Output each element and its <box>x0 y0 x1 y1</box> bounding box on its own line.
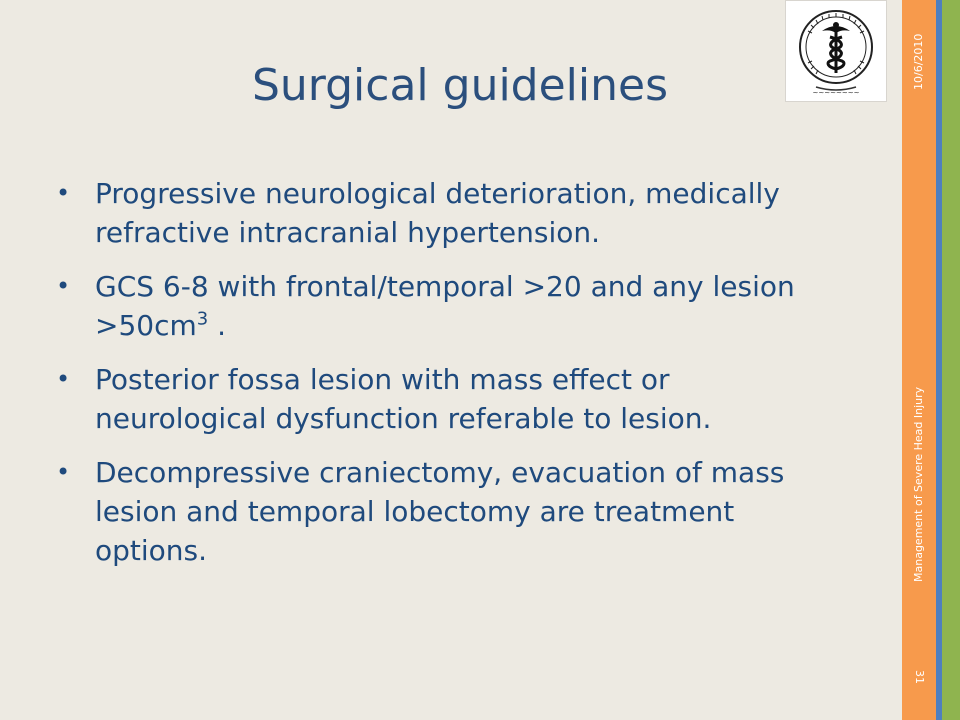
sidebar-stripe-orange <box>902 0 936 720</box>
bullet-text: Progressive neurological deterioration, medically refractive intracranial hypertension. <box>95 177 780 249</box>
list-item <box>56 453 836 570</box>
sidebar-stripe-green <box>942 0 960 720</box>
bullet-dot: • <box>56 272 71 300</box>
superscript: 3 <box>196 308 209 330</box>
slide-footer: Management of Severe Head Injury <box>912 386 925 582</box>
svg-text:~~~~~~~~: ~~~~~~~~ <box>812 89 860 97</box>
slide-title: Surgical guidelines <box>251 60 669 111</box>
bullet-text: GCS 6-8 with frontal/temporal >20 and any lesion >50cm <box>95 270 795 342</box>
bullet-dot: • <box>56 179 71 207</box>
list-item <box>56 267 836 345</box>
bullet-list <box>56 174 836 585</box>
list-item <box>56 174 836 252</box>
list-item <box>56 360 836 438</box>
bullet-text: Decompressive craniectomy, evacuation of mass lesion and temporal lobectomy are treatment options. <box>95 456 785 567</box>
bullet-text: Posterior fossa lesion with mass effect or neurological dysfunction referable to lesion. <box>95 363 712 435</box>
bullet-dot: • <box>56 365 71 393</box>
page-number: 31 <box>913 670 926 684</box>
bullet-dot: • <box>56 458 71 486</box>
caduceus-seal-icon <box>786 1 886 101</box>
bullet-text-suffix: . <box>208 309 227 342</box>
slide-date: 10/6/2010 <box>912 33 925 90</box>
institution-logo <box>785 0 887 102</box>
